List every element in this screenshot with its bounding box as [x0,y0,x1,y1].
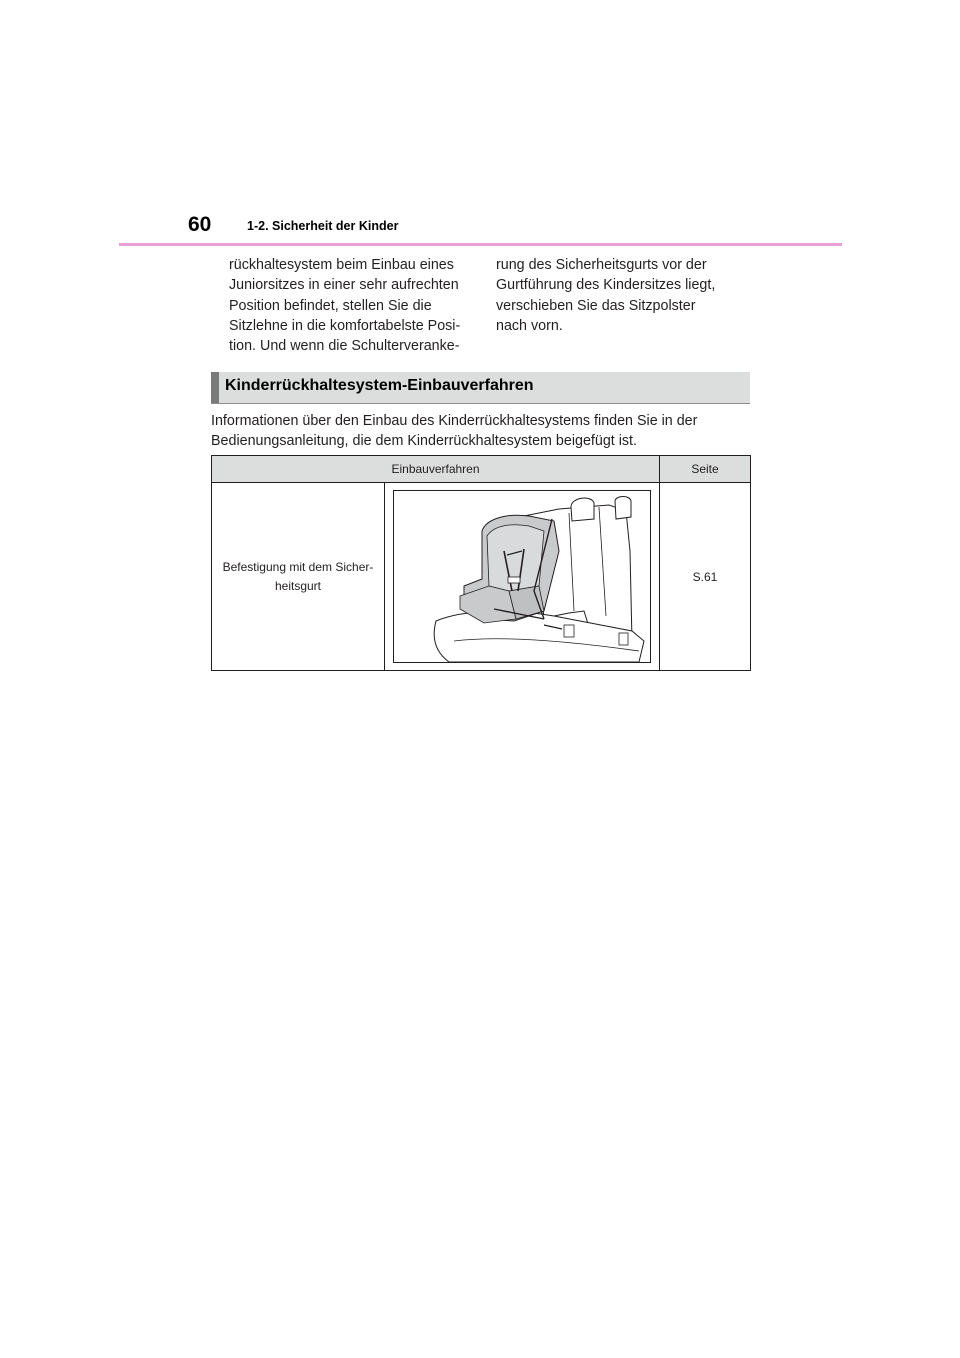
text-line: Informationen über den Einbau des Kinderrückhaltesystems finden Sie in der [211,413,698,429]
continuation-left-column [229,255,484,356]
method-line: Befestigung mit dem Sicher- [222,559,374,574]
method-cell [212,483,385,671]
continuation-right-column [496,255,751,336]
text-line: Gurtführung des Kindersitzes liegt, [496,277,716,294]
child-seat-illustration [393,490,651,663]
page-reference[interactable]: S.61 [660,483,751,671]
text-line: rückhaltesystem beim Einbau eines [229,257,454,273]
installation-table [211,455,751,671]
intro-paragraph [211,411,751,452]
text-line: verschieben Sie das Sitzpolster [496,297,696,314]
column-header-method: Einbauverfahren [212,456,660,483]
illustration-cell [385,483,660,671]
section-heading-box [211,372,750,404]
method-line: heitsgurt [274,578,322,593]
text-line: tion. Und wenn die Schulterveranke- [229,338,460,355]
table-header-row [212,456,751,483]
text-line: Bedienungsanleitung, die dem Kinderrückhaltesystem beigefügt ist. [211,433,637,450]
text-line: Sitzlehne in die komfortabelste Posi- [229,317,461,334]
page-number: 60 [188,213,212,236]
text-line: Juniorsitzes in einer sehr aufrechten [229,277,459,294]
text-line: Position befindet, stellen Sie die [229,297,432,314]
column-header-page: Seite [660,456,751,483]
table-row [212,483,751,671]
section-heading: Kinderrückhaltesystem-Einbauverfahren [225,377,534,394]
section-header: 1-2. Sicherheit der Kinder [247,219,399,233]
text-line: rung des Sicherheitsgurts vor der [496,257,707,273]
heading-accent-bar [211,372,219,403]
text-line: nach vorn. [496,317,563,334]
header-rule [119,243,842,246]
